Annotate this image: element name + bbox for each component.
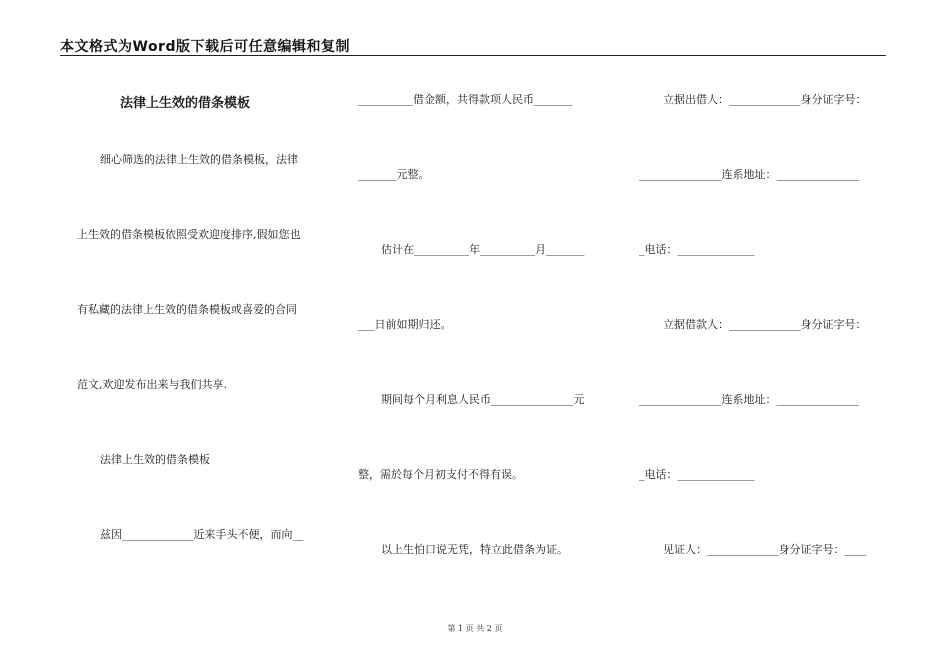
col2-line-6: 整，需於每个月初支付不得有误。	[358, 468, 523, 481]
col2-line-5: 期间每个月利息人民币_______________元	[381, 393, 585, 406]
document-header: 本文格式为Word版下载后可任意编辑和复制	[60, 39, 350, 55]
col3-line-6: _电话：______________	[639, 468, 755, 481]
col2-line-2: _______元整。	[358, 168, 430, 181]
col3-line-5: _______________连系地址：_______________	[639, 393, 859, 406]
doc-title: 法律上生效的借条模板	[120, 96, 251, 111]
col1-line-1: 细心筛选的法律上生效的借条模板，法律	[100, 153, 298, 166]
header-divider	[60, 55, 886, 56]
col3-line-2: _______________连系地址：_______________	[639, 168, 859, 181]
col1-line-3: 有私藏的法律上生效的借条模板或喜爱的合同	[77, 303, 297, 316]
col3-line-7: 见证人：_____________身分证字号：____	[663, 543, 867, 556]
col3-line-1: 立据出借人：_____________身分证字号：	[663, 93, 867, 106]
col2-line-4: ___日前如期归还。	[358, 318, 452, 331]
col1-line-4: 范文,欢迎发布出来与我们共享.	[77, 378, 227, 391]
col1-line-5: 法律上生效的借条模板	[100, 453, 210, 466]
col2-line-1: __________借金额，共得款项人民币_______	[358, 93, 573, 106]
page-number: 第 1 页 共 2 页	[447, 624, 503, 633]
col3-line-3: _电话：______________	[639, 243, 755, 256]
col1-line-6: 兹因_____________近来手头不便，而向__	[100, 528, 304, 541]
col3-line-4: 立据借款人：_____________身分证字号：	[663, 318, 867, 331]
col1-line-2: 上生效的借条模板依照受欢迎度排序,假如您也	[77, 228, 301, 241]
col2-line-7: 以上生怕口说无凭，特立此借条为证。	[381, 543, 568, 556]
col2-line-3: 估计在__________年__________月_______	[381, 243, 585, 256]
